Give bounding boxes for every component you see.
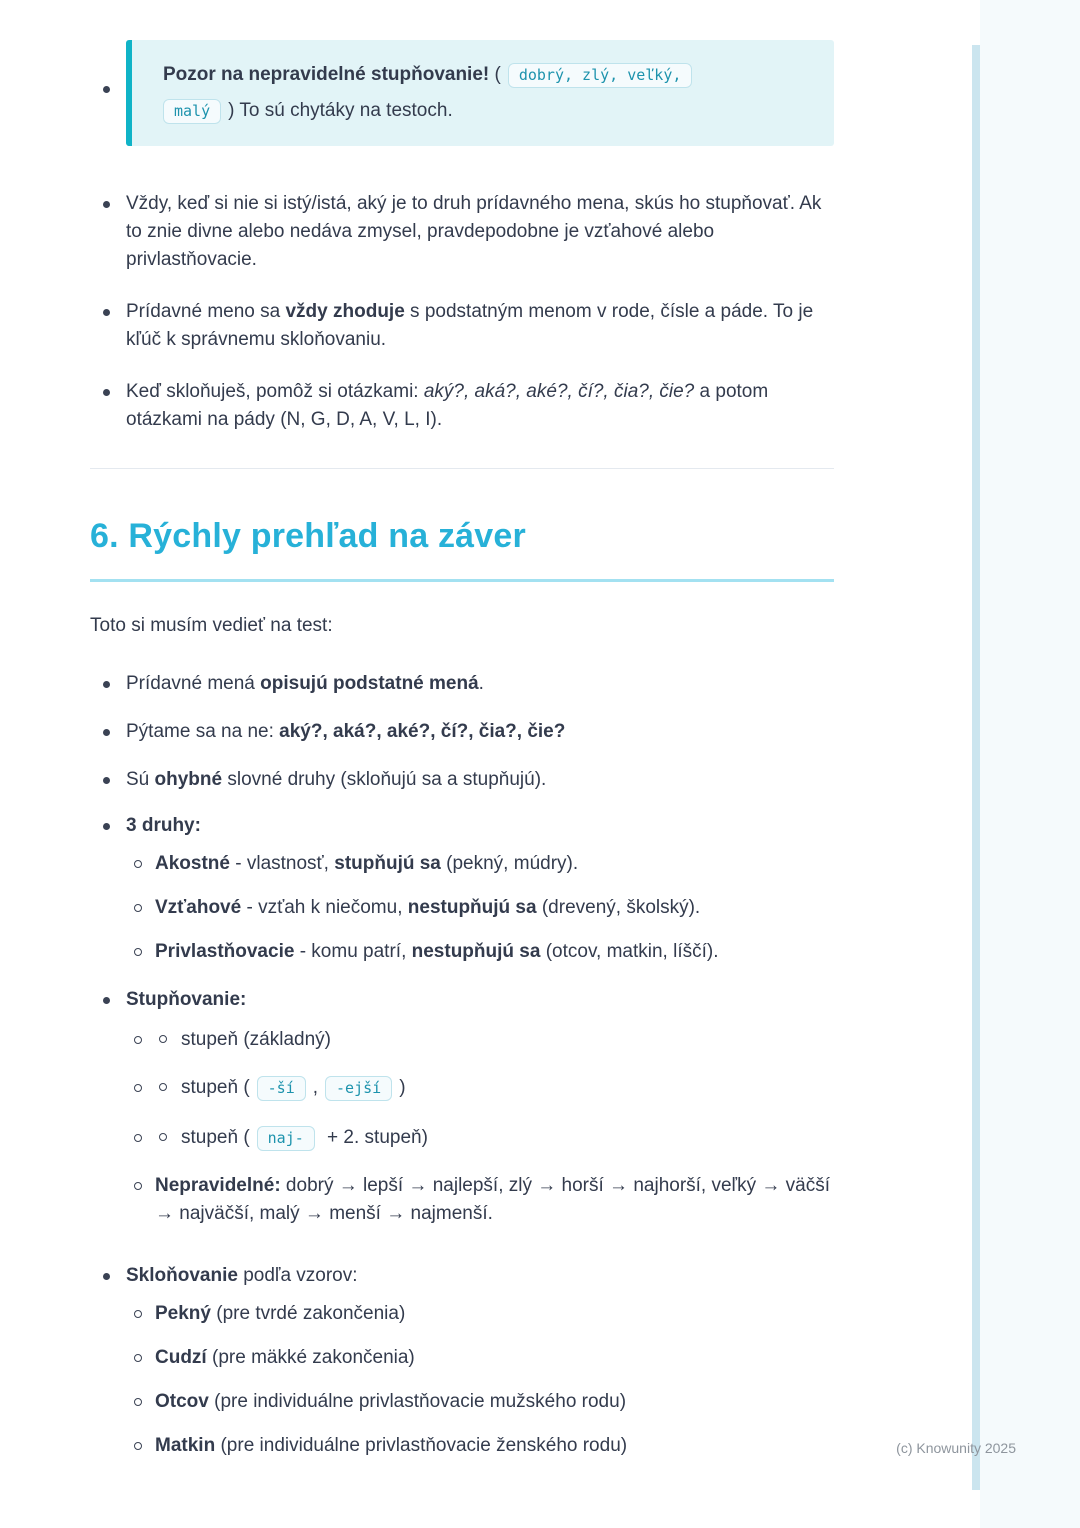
grading-step-3-pre: stupeň (: [181, 1127, 250, 1148]
review-1-pre: Prídavné mená: [126, 673, 261, 694]
code-chip: naj-: [257, 1126, 315, 1151]
declension-label-rest: podľa vzorov:: [237, 1265, 358, 1286]
circle-bullet-icon: [134, 904, 142, 912]
tip-2-bold: vždy zhoduje: [285, 301, 405, 322]
bullet-icon: [103, 997, 110, 1004]
kind-item-privlastnovacie: [90, 938, 834, 966]
tip-3-post: a potom otázkami na pády (N, G, D, A, V, L, I).: [126, 381, 769, 430]
kind-item-vztahove: [90, 894, 834, 922]
declension-item-otcov: [90, 1388, 834, 1416]
review-3-bold: ohybné: [154, 769, 223, 790]
declension-otcov-body: (pre individuálne privlastňovacie mužského rodu): [208, 1391, 627, 1412]
kind-privlastnovacie-post: (otcov, matkin, líščí).: [540, 941, 719, 962]
tip-3-pre: Keď skloňuješ, pomôž si otázkami:: [126, 381, 424, 402]
grading-step-3: [90, 1124, 834, 1152]
declension-cudzi-bold: Cudzí: [155, 1347, 207, 1368]
circle-bullet-icon: [134, 1182, 142, 1190]
grading-label-bold: Stupňovanie:: [126, 989, 247, 1010]
grading-step-1-body: stupeň (základný): [181, 1029, 331, 1050]
circle-bullet-icon: [134, 1134, 142, 1142]
right-margin-stripe: [972, 45, 980, 1490]
grading-irregular-body: dobrý → lepší → najlepší, zlý → horší → najhorší, veľký → väčší → najväčší, malý → menší → najmenší.: [155, 1175, 830, 1224]
bullet-icon: [103, 201, 110, 208]
review-1-post: .: [478, 673, 484, 694]
review-item-3: [90, 766, 834, 794]
declension-pekny-text: [155, 1300, 834, 1328]
kind-vztahove-text: [155, 894, 834, 922]
section-heading: 6. Rýchly prehľad na záver: [90, 515, 834, 582]
kind-vztahove-bold: Vzťahové: [155, 897, 242, 918]
callout-title: Pozor na nepravidelné stupňovanie!: [163, 64, 490, 85]
code-chip: dobrý, zlý, veľký,: [508, 63, 693, 88]
kind-vztahove-post: (drevený, školský).: [536, 897, 701, 918]
tip-1-text: [126, 190, 834, 274]
grading-step-1-text: [155, 1026, 834, 1054]
warning-callout: [126, 40, 834, 146]
declension-matkin-body: (pre individuálne privlastňovacie ženského rodu): [215, 1435, 628, 1456]
declension-pekny-body: (pre tvrdé zakončenia): [210, 1303, 406, 1324]
review-3-text: [126, 766, 834, 794]
tip-2-pre: Prídavné meno sa: [126, 301, 286, 322]
review-item-kinds: [90, 812, 834, 840]
bullet-icon: [103, 777, 110, 784]
grading-step-3-text: [155, 1124, 834, 1152]
section-intro: Toto si musím vedieť na test:: [90, 615, 333, 636]
review-item-2: [90, 718, 834, 746]
declension-otcov-bold: Otcov: [155, 1391, 209, 1412]
circle-bullet-icon: [134, 948, 142, 956]
declension-otcov-text: [155, 1388, 834, 1416]
tip-2-post: s podstatným menom v rode, čísle a páde. To je kľúč k správnemu skloňovaniu.: [126, 301, 814, 350]
review-3-pre: Sú: [126, 769, 155, 790]
bullet-icon: [103, 729, 110, 736]
declension-cudzi-text: [155, 1344, 834, 1372]
kind-akostne-bold2: stupňujú sa: [334, 853, 441, 874]
bullet-icon: [103, 309, 110, 316]
review-2-text: [126, 718, 834, 746]
grading-step-1: [90, 1026, 834, 1054]
code-chip: malý: [163, 99, 221, 124]
kinds-label: [126, 812, 834, 840]
tip-item-1: [90, 190, 834, 274]
kinds-label-bold: 3 druhy:: [126, 815, 201, 836]
tip-1-body: Vždy, keď si nie si istý/istá, aký je to druh prídavného mena, skús ho stupňovať. Ak to znie divne alebo nedáva zmysel, pravdepodobne je vzťahové alebo privlastňovacie.: [126, 193, 822, 270]
grading-step-2: [90, 1074, 834, 1102]
kind-akostne-text: [155, 850, 834, 878]
circle-bullet-icon: [159, 1133, 167, 1141]
declension-cudzi-body: (pre mäkké zakončenia): [206, 1347, 415, 1368]
declension-matkin-text: [155, 1432, 834, 1460]
review-item-1: [90, 670, 834, 698]
review-2-pre: Pýtame sa na ne:: [126, 721, 280, 742]
right-margin-panel: [980, 0, 1080, 1528]
grading-irregular-text: [155, 1172, 834, 1228]
circle-bullet-icon: [134, 1398, 142, 1406]
callout-list-item: [90, 40, 834, 146]
declension-matkin-bold: Matkin: [155, 1435, 216, 1456]
kind-privlastnovacie-bold2: nestupňujú sa: [411, 941, 541, 962]
bullet-icon: [103, 681, 110, 688]
review-item-declension: [90, 1262, 834, 1290]
grading-irregular: [90, 1172, 834, 1228]
grading-step-2-sep: ,: [312, 1077, 319, 1098]
kind-vztahove-bold2: nestupňujú sa: [407, 897, 537, 918]
kind-akostne-bold: Akostné: [155, 853, 230, 874]
tip-item-2: [90, 298, 834, 354]
bullet-icon: [103, 389, 110, 396]
declension-item-pekny: [90, 1300, 834, 1328]
callout-text: [163, 57, 810, 129]
notes-page-content: [90, 40, 834, 1460]
callout-paren-open: (: [489, 64, 501, 85]
grading-step-2-text: [155, 1074, 834, 1102]
grading-irregular-bold: Nepravidelné:: [155, 1175, 281, 1196]
grading-step-3-post: + 2. stupeň): [321, 1127, 428, 1148]
kind-akostne-post: (pekný, múdry).: [440, 853, 579, 874]
section-divider: [90, 468, 834, 469]
circle-bullet-icon: [134, 1442, 142, 1450]
kind-vztahove-mid: - vzťah k niečomu,: [241, 897, 408, 918]
review-item-grading: [90, 986, 834, 1014]
callout-closing-text: ) To sú chytáky na testoch.: [228, 100, 453, 121]
kind-privlastnovacie-text: [155, 938, 834, 966]
kind-item-akostne: [90, 850, 834, 878]
review-2-bold: aký?, aká?, aké?, čí?, čia?, čie?: [279, 721, 566, 742]
tip-3-italic: aký?, aká?, aké?, čí?, čia?, čie?: [423, 381, 695, 402]
review-3-post: slovné druhy (skloňujú sa a stupňujú).: [222, 769, 547, 790]
declension-label-bold: Skloňovanie: [126, 1265, 238, 1286]
circle-bullet-icon: [134, 1036, 142, 1044]
code-chip: -ší: [257, 1076, 306, 1101]
circle-bullet-icon: [159, 1035, 167, 1043]
kind-akostne-mid: - vlastnosť,: [229, 853, 335, 874]
circle-bullet-icon: [134, 860, 142, 868]
bullet-icon: [103, 86, 110, 93]
bullet-icon: [103, 1273, 110, 1280]
kind-privlastnovacie-mid: - komu patrí,: [294, 941, 412, 962]
tip-item-3: [90, 378, 834, 434]
tip-2-text: [126, 298, 834, 354]
circle-bullet-icon: [134, 1310, 142, 1318]
kind-privlastnovacie-bold: Privlastňovacie: [155, 941, 295, 962]
tip-3-text: [126, 378, 834, 434]
callout-line-2: [163, 93, 810, 129]
declension-item-matkin: [90, 1432, 834, 1460]
declension-item-cudzi: [90, 1344, 834, 1372]
grading-step-2-pre: stupeň (: [181, 1077, 250, 1098]
copyright-text: (c) Knowunity 2025: [896, 1440, 1016, 1456]
bullet-icon: [103, 823, 110, 830]
review-1-bold: opisujú podstatné mená: [260, 673, 479, 694]
code-chip: -ejší: [325, 1076, 392, 1101]
declension-pekny-bold: Pekný: [155, 1303, 211, 1324]
circle-bullet-icon: [134, 1084, 142, 1092]
callout-line-1: [163, 57, 810, 93]
grading-step-2-post: ): [399, 1077, 406, 1098]
circle-bullet-icon: [134, 1354, 142, 1362]
grading-label: [126, 986, 834, 1014]
declension-label: [126, 1262, 834, 1290]
circle-bullet-icon: [159, 1083, 167, 1091]
review-1-text: [126, 670, 834, 698]
